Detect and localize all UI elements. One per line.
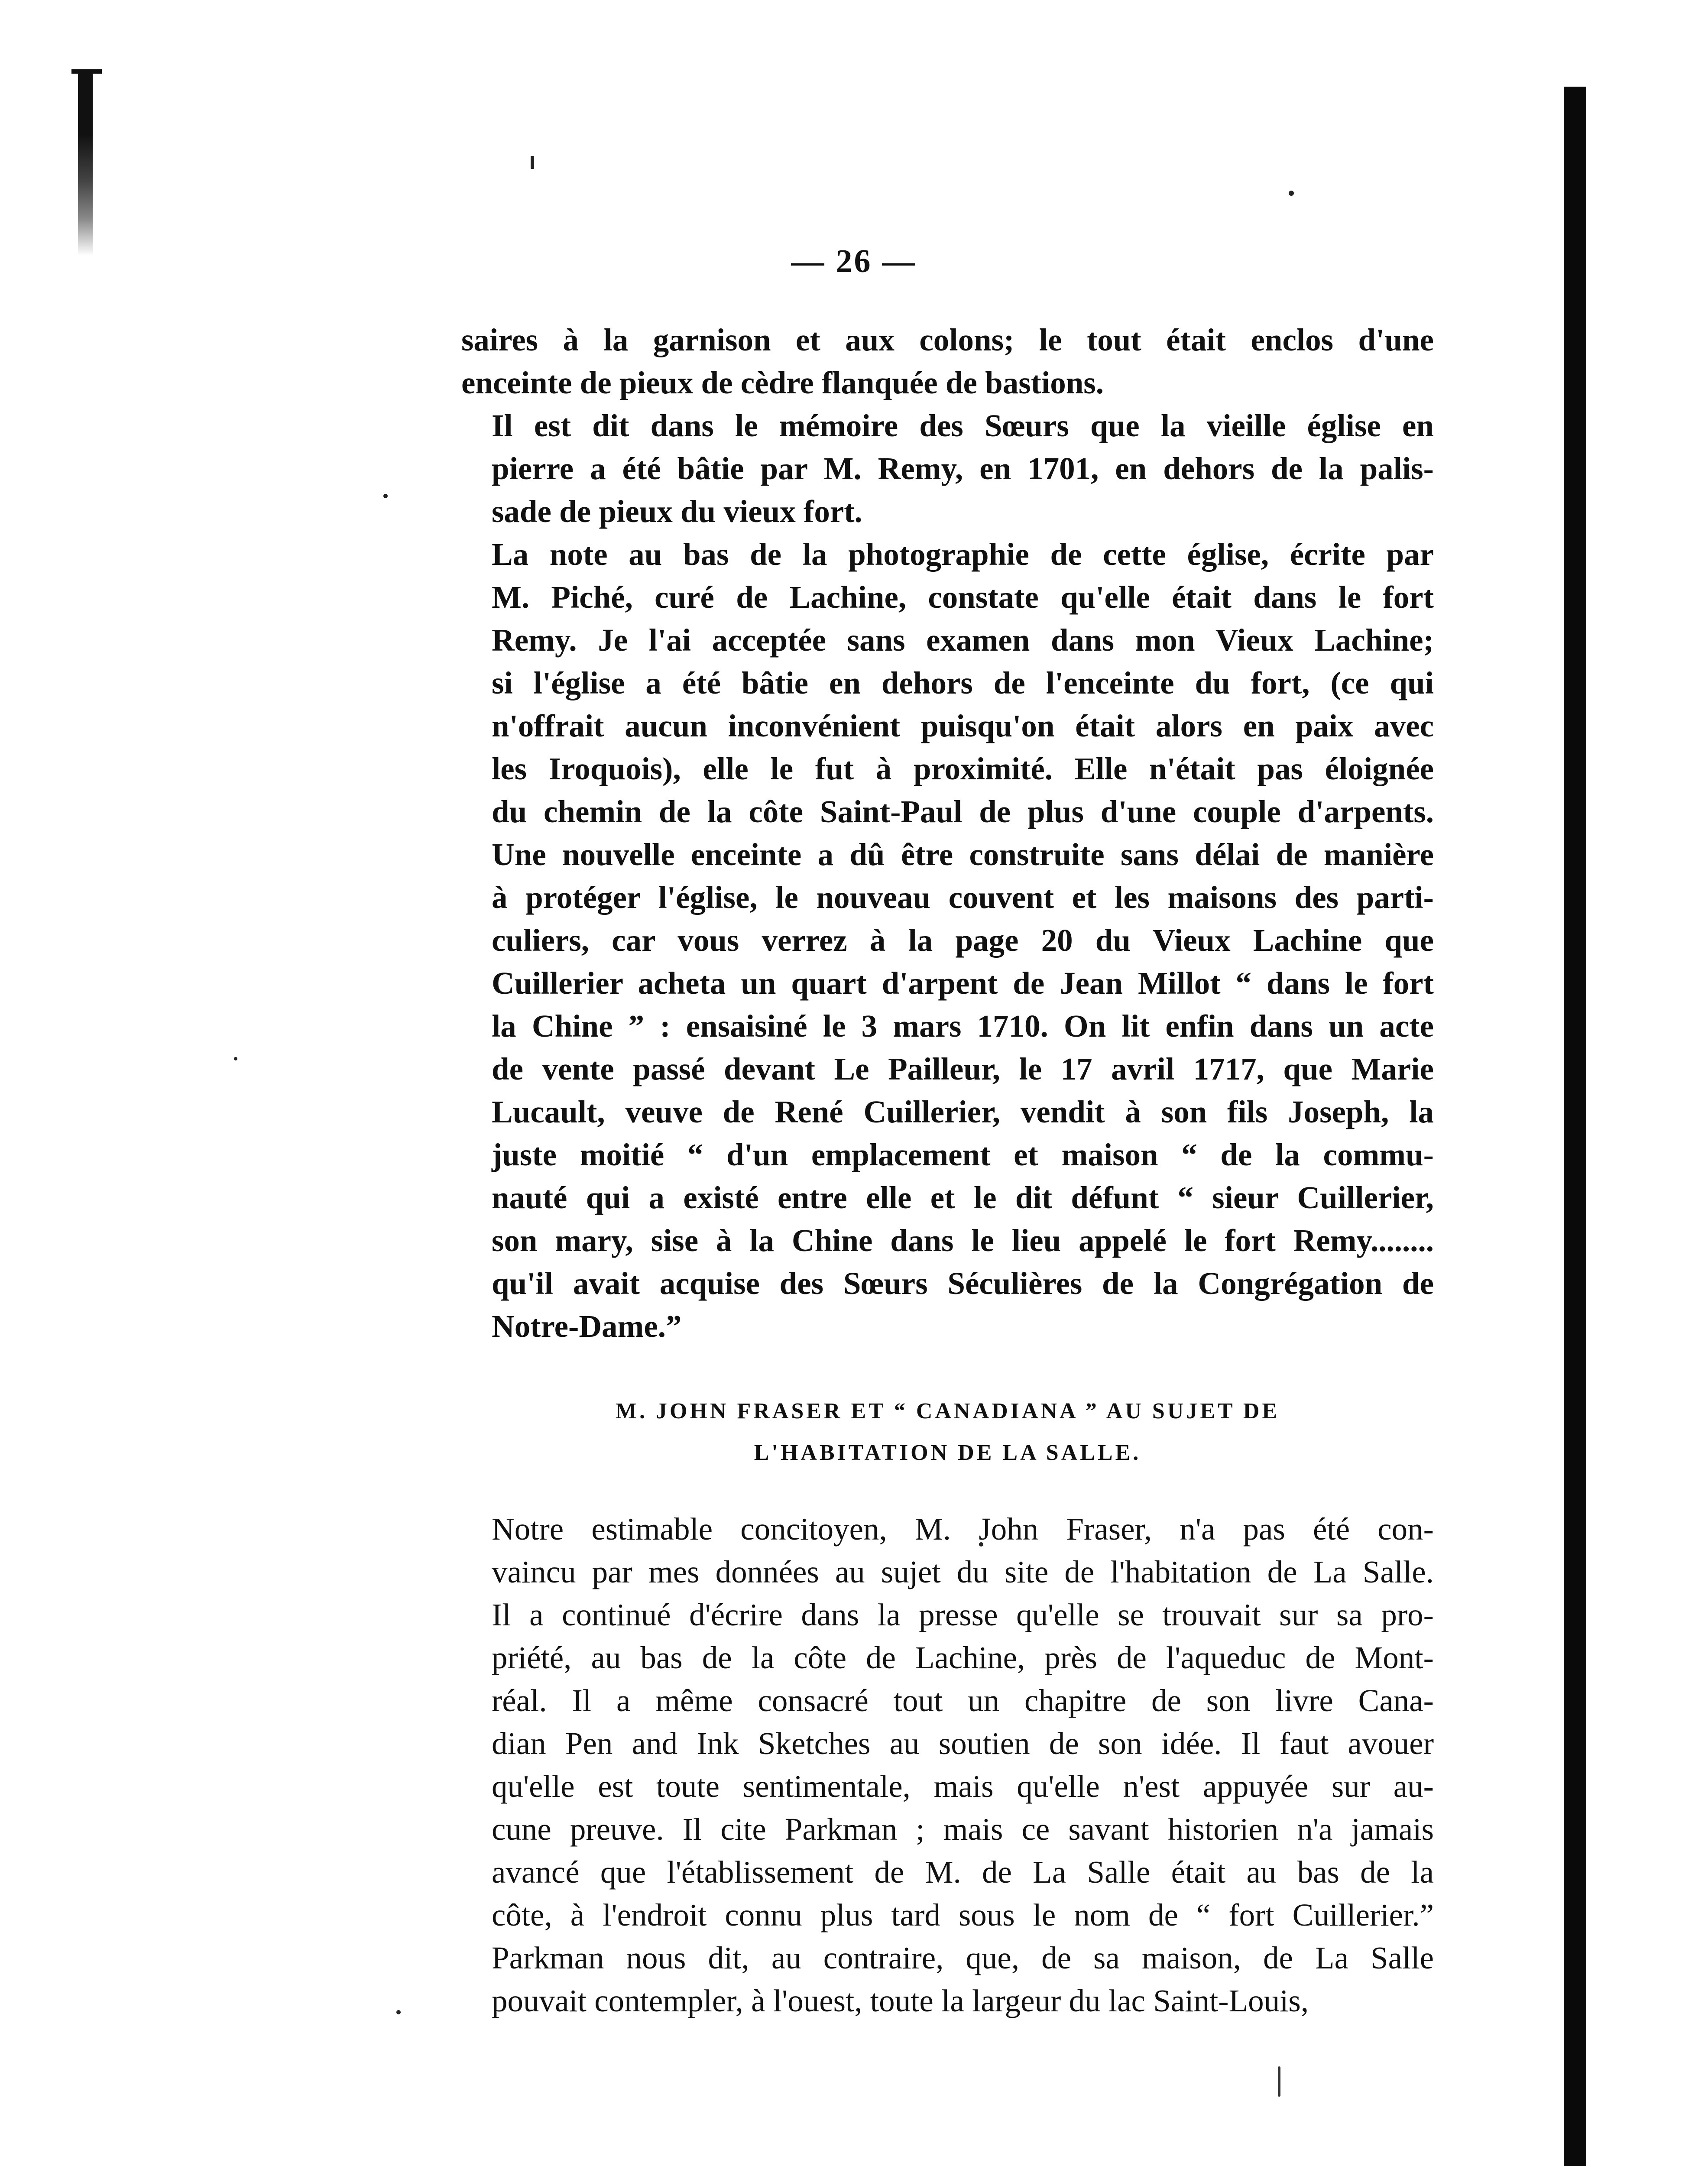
body-text-bottom [461, 1508, 1434, 2022]
scan-speck [383, 494, 388, 498]
paragraph [461, 318, 1434, 404]
text-line: Notre-Dame.” [492, 1309, 682, 1344]
text-line: la Chine ” : ensaisiné le 3 mars 1710. On lit enfin dans un acte [492, 1008, 1434, 1044]
text-line: pierre a été bâtie par M. Remy, en 1701, en dehors de la palis- [492, 451, 1434, 486]
text-line: qu'elle est toute sentimentale, mais qu'elle n'est appuyée sur au- [492, 1769, 1434, 1804]
page-number: — 26 — [791, 243, 917, 279]
text-line: enceinte de pieux de cèdre flanquée de bastions. [461, 365, 1104, 400]
section-heading-line-2: L'HABITATION DE LA SALLE. [754, 1440, 1141, 1465]
paragraph [461, 404, 1434, 533]
text-line: Il est dit dans le mémoire des Sœurs que la vieille église en [492, 408, 1434, 443]
section-heading-line-1: M. JOHN FRASER ET “ CANADIANA ” AU SUJET DE [615, 1399, 1280, 1423]
text-line: culiers, car vous verrez à la page 20 du Vieux Lachine que [492, 923, 1434, 958]
text-line: M. Piché, curé de Lachine, constate qu'elle était dans le fort [492, 580, 1434, 615]
text-line: réal. Il a même consacré tout un chapitre de son livre Cana- [492, 1683, 1434, 1718]
text-line: Une nouvelle enceinte a dû être construite sans délai de manière [492, 837, 1434, 872]
text-line: son mary, sise à la Chine dans le lieu appelé le fort Remy........ [492, 1223, 1434, 1258]
text-line: les Iroquois), elle le fut à proximité. Elle n'était pas éloignée [492, 751, 1434, 786]
paragraph [461, 1508, 1434, 2022]
text-line: priété, au bas de la côte de Lachine, près de l'aqueduc de Mont- [492, 1640, 1434, 1675]
text-line: du chemin de la côte Saint-Paul de plus d'une couple d'arpents. [492, 794, 1434, 829]
text-line: pouvait contempler, à l'ouest, toute la largeur du lac Saint-Louis, [492, 1983, 1309, 2018]
text-line: de vente passé devant Le Pailleur, le 17 avril 1717, que Marie [492, 1051, 1434, 1086]
text-line: à protéger l'église, le nouveau couvent et les maisons des parti- [492, 880, 1434, 915]
text-line: nauté qui a existé entre elle et le dit défunt “ sieur Cuillerier, [492, 1180, 1434, 1215]
scan-speck [396, 2010, 401, 2014]
scan-edge-left [78, 69, 93, 256]
text-line: Parkman nous dit, au contraire, que, de sa maison, de La Salle [492, 1940, 1434, 1975]
text-line: dian Pen and Ink Sketches au soutien de son idée. Il faut avouer [492, 1726, 1434, 1761]
scan-edge-right [1564, 87, 1586, 2166]
text-line: Remy. Je l'ai acceptée sans examen dans mon Vieux Lachine; [492, 623, 1434, 658]
section-heading [461, 1391, 1434, 1474]
scan-speck [1289, 191, 1294, 196]
scan-speck [234, 1057, 237, 1060]
scan-speck [1278, 2066, 1280, 2097]
text-line: La note au bas de la photographie de cette église, écrite par [492, 537, 1434, 572]
text-line: sade de pieux du vieux fort. [492, 494, 862, 529]
scan-speck [531, 156, 534, 169]
text-line: côte, à l'endroit connu plus tard sous le nom de “ fort Cuillerier.” [492, 1897, 1434, 1933]
text-line: si l'église a été bâtie en dehors de l'enceinte du fort, (ce qui [492, 665, 1434, 700]
text-line: qu'il avait acquise des Sœurs Séculières de la Congrégation de [492, 1266, 1434, 1301]
text-line: avancé que l'établissement de M. de La Salle était au bas de la [492, 1855, 1434, 1890]
text-line: juste moitié “ d'un emplacement et maison “ de la commu- [492, 1137, 1434, 1172]
text-line: Notre estimable concitoyen, M. John Fraser, n'a pas été con- [492, 1511, 1434, 1547]
text-line: cune preuve. Il cite Parkman ; mais ce savant historien n'a jamais [492, 1812, 1434, 1847]
text-line: n'offrait aucun inconvénient puisqu'on était alors en paix avec [492, 708, 1434, 743]
text-line: saires à la garnison et aux colons; le tout était enclos d'une [461, 322, 1434, 357]
text-line: Lucault, veuve de René Cuillerier, vendit à son fils Joseph, la [492, 1094, 1434, 1129]
text-line: Cuillerier acheta un quart d'arpent de Jean Millot “ dans le fort [492, 966, 1434, 1001]
paragraph [461, 533, 1434, 1348]
body-text-top [461, 318, 1434, 1348]
text-line: Il a continué d'écrire dans la presse qu'elle se trouvait sur sa pro- [492, 1597, 1434, 1632]
text-line: vaincu par mes données au sujet du site de l'habitation de La Salle. [492, 1554, 1434, 1589]
